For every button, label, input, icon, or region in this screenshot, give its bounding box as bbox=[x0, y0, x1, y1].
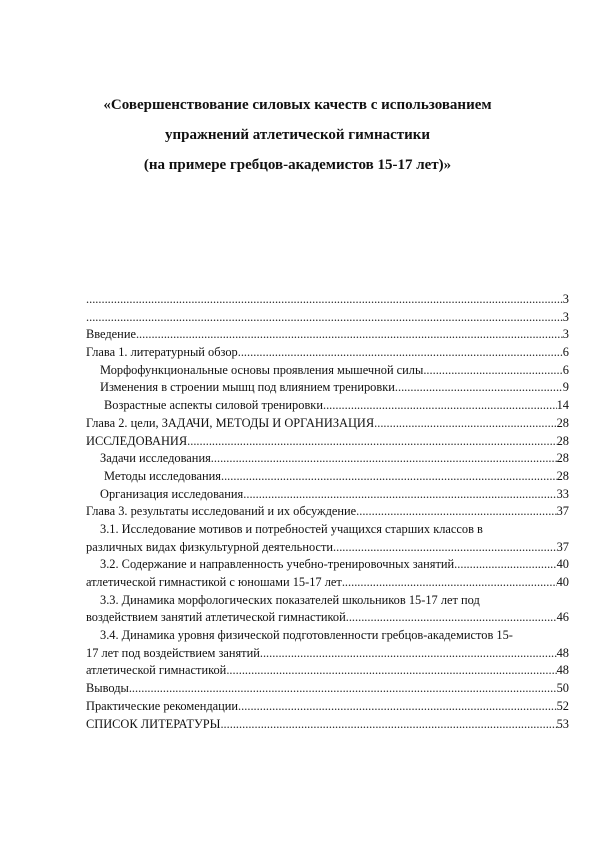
toc-leader-dots bbox=[187, 433, 556, 451]
toc-entry[interactable] bbox=[86, 539, 569, 557]
toc-leader-dots bbox=[333, 539, 557, 557]
toc-leader-dots bbox=[129, 680, 557, 698]
toc-entry[interactable] bbox=[86, 362, 569, 380]
toc-page-number: 52 bbox=[556, 698, 569, 713]
toc-entry[interactable] bbox=[86, 433, 569, 451]
toc-entry[interactable] bbox=[86, 592, 569, 610]
toc-entry[interactable] bbox=[86, 397, 569, 415]
toc-entry[interactable] bbox=[86, 627, 569, 645]
toc-entry-title: 3.3. Динамика морфологических показателей школьников 15-17 лет под bbox=[100, 592, 480, 607]
toc-leader-dots bbox=[220, 716, 556, 734]
toc-entry-title: 3.1. Исследование мотивов и потребностей учащихся старших классов в bbox=[100, 521, 483, 536]
toc-page-number: 40 bbox=[556, 557, 569, 572]
toc-entry[interactable] bbox=[86, 521, 569, 539]
toc-entry-title: Выводы bbox=[86, 681, 129, 696]
toc-entry[interactable] bbox=[86, 486, 569, 504]
toc-leader-dots bbox=[423, 362, 562, 380]
toc-entry[interactable] bbox=[86, 503, 569, 521]
title-line-2: упражнений атлетической гимнастики bbox=[164, 127, 431, 143]
toc-page-number: 28 bbox=[556, 468, 569, 483]
toc-page-number: 3 bbox=[562, 309, 569, 324]
toc-entry[interactable] bbox=[86, 468, 569, 486]
toc-leader-dots bbox=[211, 450, 557, 468]
toc-leader-dots bbox=[226, 662, 556, 680]
toc-entry-title: ИССЛЕДОВАНИЯ bbox=[86, 433, 188, 448]
title-line-1: «Совершенствование силовых качеств с использованием bbox=[103, 97, 492, 113]
toc-leader-dots bbox=[238, 698, 557, 716]
toc-page-number: 46 bbox=[556, 610, 569, 625]
toc-entry-title: Организация исследования bbox=[100, 486, 244, 501]
toc-page-number: 3 bbox=[562, 327, 569, 342]
toc-entry[interactable] bbox=[86, 716, 569, 734]
toc-leader-dots bbox=[356, 503, 556, 521]
toc-page-number: 6 bbox=[562, 345, 569, 360]
toc-page-number: 50 bbox=[556, 681, 569, 696]
toc-entry[interactable] bbox=[86, 556, 569, 574]
toc-leader-dots bbox=[260, 645, 557, 663]
toc-entry-title: различных видах физкультурной деятельности bbox=[86, 539, 334, 554]
toc-entry-title: Возрастные аспекты силовой тренировки bbox=[104, 398, 323, 413]
toc-page-number: 28 bbox=[556, 433, 569, 448]
toc-entry-title: воздействием занятий атлетической гимнастикой bbox=[86, 610, 346, 625]
toc-entry[interactable] bbox=[86, 574, 569, 592]
toc-entry[interactable] bbox=[86, 662, 569, 680]
toc-entry-title: СПИСОК ЛИТЕРАТУРЫ bbox=[86, 716, 221, 731]
toc-entry-title: Глава 2. цели, ЗАДАЧИ, МЕТОДЫ И ОРГАНИЗАЦИЯ bbox=[86, 415, 375, 430]
toc-page-number: 37 bbox=[556, 504, 569, 519]
table-of-contents bbox=[86, 291, 569, 733]
toc-entry[interactable] bbox=[86, 680, 569, 698]
document-title bbox=[60, 90, 535, 180]
title-line-3: (на примере гребцов-академистов 15-17 лет)» bbox=[143, 157, 452, 173]
toc-page-number: 14 bbox=[556, 398, 569, 413]
toc-entry[interactable] bbox=[86, 450, 569, 468]
toc-leader-dots bbox=[136, 326, 563, 344]
toc-entry-title: Глава 3. результаты исследований и их обсуждение bbox=[86, 504, 357, 519]
toc-entry-title: Глава 1. литературный обзор bbox=[86, 345, 238, 360]
toc-leader-dots bbox=[374, 415, 556, 433]
toc-page-number: 3 bbox=[562, 292, 569, 306]
toc-entry[interactable] bbox=[86, 698, 569, 716]
toc-page-number: 48 bbox=[556, 645, 569, 660]
toc-entry-title: атлетической гимнастикой с юношами 15-17 лет bbox=[86, 575, 342, 589]
toc-entry-title: атлетической гимнастикой bbox=[86, 663, 227, 678]
toc-entry[interactable] bbox=[86, 645, 569, 663]
toc-leader-dots bbox=[395, 379, 563, 397]
toc-leader-dots bbox=[346, 609, 557, 627]
toc-entry-title: Практические рекомендации bbox=[86, 698, 239, 713]
toc-page-number: 33 bbox=[556, 486, 569, 501]
toc-entry-title: Задачи исследования bbox=[100, 451, 211, 466]
toc-page-number: 9 bbox=[562, 380, 569, 395]
toc-page-number: 53 bbox=[556, 716, 569, 731]
toc-leader-dots bbox=[323, 397, 557, 415]
toc-entry-title: 3.4. Динамика уровня физической подготовленности гребцов-академистов 15- bbox=[100, 628, 513, 643]
toc-entry-title: Введение bbox=[86, 327, 136, 342]
toc-leader-dots bbox=[221, 468, 557, 486]
toc-leader-dots bbox=[238, 344, 563, 362]
toc-entry[interactable] bbox=[86, 326, 569, 344]
toc-entry[interactable] bbox=[86, 309, 569, 327]
toc-page-number: 28 bbox=[556, 451, 569, 466]
toc-entry-title: Морфофункциональные основы проявления мышечной силы bbox=[100, 362, 424, 377]
toc-entry[interactable] bbox=[86, 379, 569, 397]
toc-leader-dots bbox=[86, 309, 563, 327]
toc-entry-title: 3.2. Содержание и направленность учебно-тренировочных занятий bbox=[100, 557, 455, 572]
toc-entry[interactable] bbox=[86, 609, 569, 627]
toc-page-number: 28 bbox=[556, 415, 569, 430]
toc-entry[interactable] bbox=[86, 344, 569, 362]
toc-leader-dots bbox=[243, 486, 556, 504]
toc-entry-title: Методы исследования bbox=[104, 468, 221, 483]
toc-leader-dots bbox=[342, 574, 557, 592]
toc-page-number: 48 bbox=[556, 663, 569, 678]
toc-page-number: 40 bbox=[556, 575, 569, 589]
toc-entry-title: Изменения в строении мышц под влиянием тренировки bbox=[100, 380, 395, 395]
toc-entry-title: 17 лет под воздействием занятий bbox=[86, 645, 260, 660]
toc-leader-dots bbox=[86, 291, 563, 309]
toc-page-number: 37 bbox=[556, 539, 569, 554]
toc-entry[interactable] bbox=[86, 415, 569, 433]
toc-entry[interactable] bbox=[86, 291, 569, 309]
toc-leader-dots bbox=[454, 556, 556, 574]
toc-page-number: 6 bbox=[562, 362, 569, 377]
